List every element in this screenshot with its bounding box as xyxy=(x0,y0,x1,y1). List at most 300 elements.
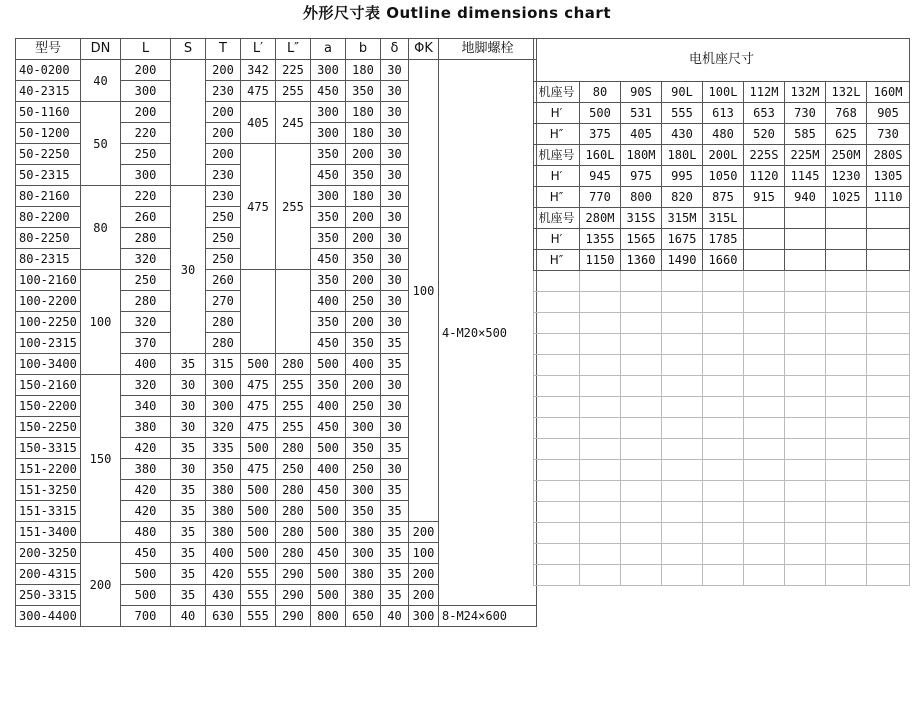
s-cell: 35 xyxy=(171,585,206,606)
empty-cell xyxy=(785,397,826,418)
l-prime-cell: 500 xyxy=(241,543,276,564)
dn-cell: 100 xyxy=(81,270,121,375)
l-cell: 420 xyxy=(121,438,171,459)
delta-cell: 30 xyxy=(381,270,409,291)
bolt-cell: 4-M20×500 xyxy=(439,60,537,606)
a-cell: 450 xyxy=(311,480,346,501)
empty-cell xyxy=(744,334,785,355)
motor-value-cell: 770 xyxy=(580,187,621,208)
empty-cell xyxy=(534,334,580,355)
l-prime-cell: 555 xyxy=(241,564,276,585)
empty-cell xyxy=(703,355,744,376)
motor-value-cell: 132M xyxy=(785,82,826,103)
empty-cell xyxy=(534,481,580,502)
motor-value-cell: 1110 xyxy=(867,187,910,208)
phik-cell: 200 xyxy=(409,522,439,543)
empty-cell xyxy=(621,523,662,544)
empty-cell xyxy=(580,439,621,460)
l-cell: 480 xyxy=(121,522,171,543)
s-cell: 30 xyxy=(171,417,206,438)
t-cell: 335 xyxy=(206,438,241,459)
motor-value-cell: 132L xyxy=(826,82,867,103)
header-row xyxy=(16,39,537,60)
a-cell: 350 xyxy=(311,270,346,291)
b-cell: 380 xyxy=(346,522,381,543)
motor-value-cell: 1025 xyxy=(826,187,867,208)
column-header: δ xyxy=(381,39,409,60)
l-cell: 370 xyxy=(121,333,171,354)
motor-table-title: 电机座尺寸 xyxy=(534,39,910,82)
l-double-prime-cell: 280 xyxy=(276,480,311,501)
s-cell: 35 xyxy=(171,543,206,564)
empty-row xyxy=(534,460,910,481)
motor-value-cell: 940 xyxy=(785,187,826,208)
b-cell: 350 xyxy=(346,165,381,186)
b-cell: 250 xyxy=(346,459,381,480)
empty-cell xyxy=(867,439,910,460)
delta-cell: 30 xyxy=(381,312,409,333)
empty-cell xyxy=(580,565,621,586)
motor-value-cell xyxy=(744,229,785,250)
empty-cell xyxy=(867,397,910,418)
s-cell: 35 xyxy=(171,354,206,375)
model-cell: 40-2315 xyxy=(16,81,81,102)
empty-cell xyxy=(867,481,910,502)
empty-cell xyxy=(826,565,867,586)
empty-cell xyxy=(703,292,744,313)
empty-cell xyxy=(621,292,662,313)
empty-cell xyxy=(826,481,867,502)
motor-row-label: H′ xyxy=(534,103,580,124)
motor-row xyxy=(534,145,910,166)
b-cell: 250 xyxy=(346,291,381,312)
motor-value-cell: 375 xyxy=(580,124,621,145)
a-cell: 300 xyxy=(311,123,346,144)
l-cell: 200 xyxy=(121,60,171,81)
b-cell: 300 xyxy=(346,480,381,501)
motor-value-cell xyxy=(826,229,867,250)
empty-cell xyxy=(826,271,867,292)
empty-cell xyxy=(580,523,621,544)
empty-cell xyxy=(703,544,744,565)
delta-cell: 30 xyxy=(381,102,409,123)
t-cell: 250 xyxy=(206,228,241,249)
motor-row-label: H′ xyxy=(534,166,580,187)
empty-cell xyxy=(785,523,826,544)
empty-cell xyxy=(703,334,744,355)
delta-cell: 35 xyxy=(381,501,409,522)
motor-value-cell xyxy=(826,250,867,271)
motor-value-cell: 585 xyxy=(785,124,826,145)
column-header: S xyxy=(171,39,206,60)
t-cell: 200 xyxy=(206,144,241,165)
empty-cell xyxy=(580,502,621,523)
empty-cell xyxy=(621,439,662,460)
dn-cell: 40 xyxy=(81,60,121,102)
motor-value-cell: 730 xyxy=(867,124,910,145)
motor-value-cell: 80 xyxy=(580,82,621,103)
l-cell: 380 xyxy=(121,459,171,480)
delta-cell: 35 xyxy=(381,585,409,606)
motor-value-cell: 250M xyxy=(826,145,867,166)
delta-cell: 35 xyxy=(381,333,409,354)
motor-base-table xyxy=(533,38,910,586)
a-cell: 450 xyxy=(311,333,346,354)
empty-row xyxy=(534,355,910,376)
empty-cell xyxy=(621,397,662,418)
motor-row xyxy=(534,187,910,208)
dn-cell: 80 xyxy=(81,186,121,270)
motor-value-cell: 180L xyxy=(662,145,703,166)
b-cell: 200 xyxy=(346,207,381,228)
b-cell: 350 xyxy=(346,81,381,102)
l-prime-cell: 475 xyxy=(241,417,276,438)
empty-cell xyxy=(826,544,867,565)
empty-cell xyxy=(867,271,910,292)
s-cell: 35 xyxy=(171,564,206,585)
motor-value-cell: 315S xyxy=(621,208,662,229)
motor-value-cell: 160L xyxy=(580,145,621,166)
t-cell: 630 xyxy=(206,606,241,627)
motor-value-cell: 768 xyxy=(826,103,867,124)
l-double-prime-cell: 280 xyxy=(276,354,311,375)
empty-cell xyxy=(580,376,621,397)
a-cell: 500 xyxy=(311,585,346,606)
motor-value-cell: 653 xyxy=(744,103,785,124)
empty-cell xyxy=(580,460,621,481)
s-cell xyxy=(171,60,206,186)
motor-value-cell: 975 xyxy=(621,166,662,187)
l-cell: 420 xyxy=(121,501,171,522)
b-cell: 350 xyxy=(346,249,381,270)
empty-cell xyxy=(785,502,826,523)
motor-value-cell: 315L xyxy=(703,208,744,229)
l-cell: 450 xyxy=(121,543,171,564)
empty-cell xyxy=(826,523,867,544)
a-cell: 500 xyxy=(311,564,346,585)
empty-row xyxy=(534,439,910,460)
column-header: a xyxy=(311,39,346,60)
l-double-prime-cell: 255 xyxy=(276,81,311,102)
motor-value-cell: 820 xyxy=(662,187,703,208)
motor-row xyxy=(534,103,910,124)
motor-value-cell: 1150 xyxy=(580,250,621,271)
empty-cell xyxy=(534,292,580,313)
b-cell: 200 xyxy=(346,144,381,165)
motor-row-label: H″ xyxy=(534,124,580,145)
motor-value-cell: 1120 xyxy=(744,166,785,187)
t-cell: 200 xyxy=(206,102,241,123)
motor-value-cell: 800 xyxy=(621,187,662,208)
empty-cell xyxy=(534,460,580,481)
s-cell: 30 xyxy=(171,186,206,354)
l-cell: 700 xyxy=(121,606,171,627)
l-prime-cell: 342 xyxy=(241,60,276,81)
empty-cell xyxy=(826,334,867,355)
empty-cell xyxy=(662,544,703,565)
motor-value-cell: 1785 xyxy=(703,229,744,250)
empty-cell xyxy=(703,502,744,523)
empty-cell xyxy=(580,397,621,418)
motor-value-cell: 520 xyxy=(744,124,785,145)
column-header: DN xyxy=(81,39,121,60)
empty-row xyxy=(534,313,910,334)
a-cell: 300 xyxy=(311,186,346,207)
motor-row xyxy=(534,229,910,250)
empty-cell xyxy=(534,355,580,376)
l-double-prime-cell: 245 xyxy=(276,102,311,144)
empty-cell xyxy=(580,544,621,565)
t-cell: 380 xyxy=(206,522,241,543)
a-cell: 350 xyxy=(311,144,346,165)
motor-row xyxy=(534,124,910,145)
empty-cell xyxy=(867,418,910,439)
delta-cell: 35 xyxy=(381,564,409,585)
l-double-prime-cell: 280 xyxy=(276,522,311,543)
t-cell: 250 xyxy=(206,249,241,270)
empty-cell xyxy=(785,418,826,439)
empty-cell xyxy=(867,376,910,397)
b-cell: 250 xyxy=(346,396,381,417)
delta-cell: 30 xyxy=(381,417,409,438)
phik-cell: 200 xyxy=(409,585,439,606)
a-cell: 400 xyxy=(311,396,346,417)
empty-cell xyxy=(662,271,703,292)
delta-cell: 35 xyxy=(381,522,409,543)
empty-cell xyxy=(744,565,785,586)
empty-cell xyxy=(621,460,662,481)
empty-cell xyxy=(534,313,580,334)
empty-cell xyxy=(785,439,826,460)
empty-cell xyxy=(785,313,826,334)
model-cell: 80-2200 xyxy=(16,207,81,228)
motor-row-label: 机座号 xyxy=(534,208,580,229)
empty-cell xyxy=(826,439,867,460)
empty-cell xyxy=(621,355,662,376)
empty-cell xyxy=(744,313,785,334)
empty-cell xyxy=(534,439,580,460)
motor-value-cell: 730 xyxy=(785,103,826,124)
b-cell: 350 xyxy=(346,501,381,522)
t-cell: 230 xyxy=(206,81,241,102)
motor-value-cell: 1360 xyxy=(621,250,662,271)
l-prime-cell: 475 xyxy=(241,81,276,102)
motor-row-label: 机座号 xyxy=(534,145,580,166)
empty-cell xyxy=(785,481,826,502)
motor-value-cell: 1305 xyxy=(867,166,910,187)
motor-value-cell: 555 xyxy=(662,103,703,124)
b-cell: 200 xyxy=(346,228,381,249)
empty-cell xyxy=(662,313,703,334)
t-cell: 380 xyxy=(206,480,241,501)
model-cell: 100-2315 xyxy=(16,333,81,354)
b-cell: 400 xyxy=(346,354,381,375)
empty-cell xyxy=(621,502,662,523)
b-cell: 200 xyxy=(346,270,381,291)
empty-row xyxy=(534,481,910,502)
b-cell: 650 xyxy=(346,606,381,627)
model-cell: 151-3250 xyxy=(16,480,81,501)
motor-value-cell: 430 xyxy=(662,124,703,145)
empty-cell xyxy=(662,460,703,481)
empty-cell xyxy=(621,544,662,565)
delta-cell: 30 xyxy=(381,396,409,417)
l-prime-cell: 500 xyxy=(241,354,276,375)
empty-cell xyxy=(826,502,867,523)
column-header: L′ xyxy=(241,39,276,60)
l-cell: 300 xyxy=(121,165,171,186)
empty-row xyxy=(534,418,910,439)
model-cell: 50-2250 xyxy=(16,144,81,165)
model-cell: 250-3315 xyxy=(16,585,81,606)
empty-cell xyxy=(744,523,785,544)
column-header: L xyxy=(121,39,171,60)
page-title: 外形尺寸表 Outline dimensions chart xyxy=(302,4,611,22)
b-cell: 300 xyxy=(346,543,381,564)
model-cell: 150-2250 xyxy=(16,417,81,438)
l-prime-cell: 500 xyxy=(241,480,276,501)
empty-cell xyxy=(744,376,785,397)
empty-row xyxy=(534,502,910,523)
delta-cell: 35 xyxy=(381,543,409,564)
phik-cell: 100 xyxy=(409,543,439,564)
l-prime-cell: 475 xyxy=(241,375,276,396)
b-cell: 380 xyxy=(346,564,381,585)
motor-row-label: H″ xyxy=(534,187,580,208)
empty-cell xyxy=(744,397,785,418)
a-cell: 450 xyxy=(311,81,346,102)
empty-cell xyxy=(785,376,826,397)
empty-row xyxy=(534,544,910,565)
l-double-prime-cell: 250 xyxy=(276,459,311,480)
motor-value-cell: 905 xyxy=(867,103,910,124)
s-cell: 30 xyxy=(171,396,206,417)
l-prime-cell xyxy=(241,270,276,354)
empty-row xyxy=(534,292,910,313)
l-cell: 200 xyxy=(121,102,171,123)
empty-cell xyxy=(744,481,785,502)
motor-value-cell: 280S xyxy=(867,145,910,166)
empty-cell xyxy=(744,292,785,313)
l-cell: 320 xyxy=(121,312,171,333)
motor-value-cell: 405 xyxy=(621,124,662,145)
motor-row xyxy=(534,166,910,187)
b-cell: 180 xyxy=(346,102,381,123)
l-double-prime-cell: 290 xyxy=(276,564,311,585)
l-double-prime-cell xyxy=(276,270,311,354)
empty-cell xyxy=(785,271,826,292)
empty-cell xyxy=(826,355,867,376)
t-cell: 420 xyxy=(206,564,241,585)
l-cell: 220 xyxy=(121,123,171,144)
empty-cell xyxy=(826,292,867,313)
motor-value-cell: 90L xyxy=(662,82,703,103)
motor-value-cell: 1490 xyxy=(662,250,703,271)
b-cell: 350 xyxy=(346,333,381,354)
a-cell: 350 xyxy=(311,375,346,396)
empty-cell xyxy=(662,397,703,418)
empty-cell xyxy=(867,502,910,523)
empty-cell xyxy=(662,523,703,544)
empty-cell xyxy=(621,313,662,334)
empty-cell xyxy=(662,355,703,376)
delta-cell: 35 xyxy=(381,480,409,501)
delta-cell: 35 xyxy=(381,438,409,459)
l-prime-cell: 500 xyxy=(241,438,276,459)
t-cell: 300 xyxy=(206,396,241,417)
delta-cell: 40 xyxy=(381,606,409,627)
l-cell: 250 xyxy=(121,144,171,165)
b-cell: 200 xyxy=(346,375,381,396)
motor-value-cell: 500 xyxy=(580,103,621,124)
l-cell: 220 xyxy=(121,186,171,207)
model-cell: 80-2160 xyxy=(16,186,81,207)
column-header: 地脚螺栓 xyxy=(439,39,537,60)
t-cell: 430 xyxy=(206,585,241,606)
t-cell: 400 xyxy=(206,543,241,564)
motor-value-cell: 945 xyxy=(580,166,621,187)
empty-cell xyxy=(580,481,621,502)
table-row xyxy=(16,60,537,81)
empty-cell xyxy=(785,334,826,355)
empty-cell xyxy=(534,376,580,397)
t-cell: 230 xyxy=(206,186,241,207)
delta-cell: 30 xyxy=(381,249,409,270)
model-cell: 100-2200 xyxy=(16,291,81,312)
empty-cell xyxy=(703,439,744,460)
model-cell: 100-2160 xyxy=(16,270,81,291)
l-double-prime-cell: 255 xyxy=(276,417,311,438)
motor-value-cell: 200L xyxy=(703,145,744,166)
motor-value-cell: 90S xyxy=(621,82,662,103)
t-cell: 200 xyxy=(206,60,241,81)
l-double-prime-cell: 280 xyxy=(276,501,311,522)
motor-value-cell: 180M xyxy=(621,145,662,166)
t-cell: 280 xyxy=(206,333,241,354)
motor-value-cell: 112M xyxy=(744,82,785,103)
t-cell: 380 xyxy=(206,501,241,522)
motor-row-label: 机座号 xyxy=(534,82,580,103)
b-cell: 180 xyxy=(346,60,381,81)
l-prime-cell: 475 xyxy=(241,459,276,480)
model-cell: 100-2250 xyxy=(16,312,81,333)
a-cell: 300 xyxy=(311,60,346,81)
motor-value-cell: 225M xyxy=(785,145,826,166)
empty-cell xyxy=(534,397,580,418)
model-cell: 200-4315 xyxy=(16,564,81,585)
l-double-prime-cell: 290 xyxy=(276,585,311,606)
a-cell: 450 xyxy=(311,165,346,186)
motor-value-cell xyxy=(744,208,785,229)
motor-value-cell xyxy=(867,208,910,229)
l-cell: 500 xyxy=(121,585,171,606)
motor-value-cell xyxy=(867,229,910,250)
empty-cell xyxy=(580,271,621,292)
model-cell: 300-4400 xyxy=(16,606,81,627)
motor-value-cell xyxy=(826,208,867,229)
empty-cell xyxy=(534,502,580,523)
empty-cell xyxy=(662,481,703,502)
empty-cell xyxy=(662,292,703,313)
l-cell: 260 xyxy=(121,207,171,228)
empty-cell xyxy=(785,460,826,481)
t-cell: 320 xyxy=(206,417,241,438)
motor-value-cell xyxy=(744,250,785,271)
empty-cell xyxy=(867,460,910,481)
empty-cell xyxy=(662,418,703,439)
delta-cell: 30 xyxy=(381,228,409,249)
empty-cell xyxy=(534,523,580,544)
